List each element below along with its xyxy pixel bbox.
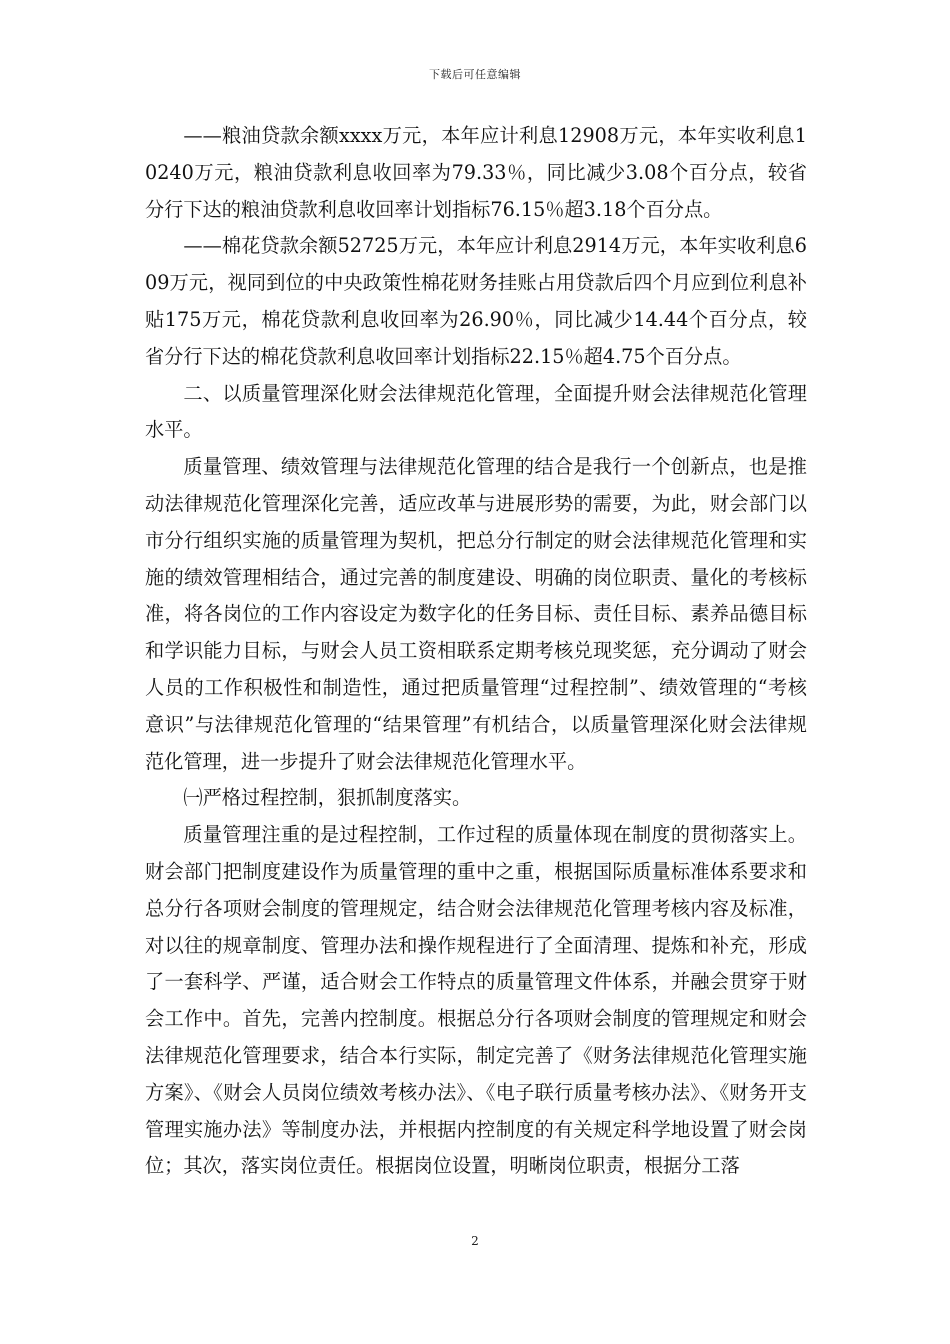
paragraph-cotton-loans: ——棉花贷款余额52725万元，本年应计利息2914万元，本年实收利息609万元，视同到位的中央政策性棉花财务挂账占用贷款后四个月应到位利息补贴175万元，棉花贷款利息收回率为26.90％，同比减少14.44个百分点，较省分行下达的棉花贷款利息收回率计划指标22.15％超4.75个百分点。 [145,234,807,368]
paragraph-grain-oil-loans: ——粮油贷款余额xxxx万元，本年应计利息12908万元，本年实收利息10240万元，粮油贷款利息收回率为79.33％，同比减少3.08个百分点，较省分行下达的粮油贷款利息收回率计划指标76.15％超3.18个百分点。 [145,124,807,221]
page-number: 2 [471,1234,479,1248]
page-header: 下载后可任意编辑 [429,68,521,81]
document-body [145,118,807,1185]
paragraph-process-control-details: 质量管理注重的是过程控制，工作过程的质量体现在制度的贯彻落实上。财会部门把制度建设作为质量管理的重中之重，根据国际质量标准体系要求和总分行各项财会制度的管理规定，结合财会法律规范化管理考核内容及标准，对以往的规章制度、管理办法和操作规程进行了全面清理、提炼和补充，形成了一套科学、严谨，适合财会工作特点的质量管理文件体系，并融会贯穿于财会工作中。首先，完善内控制度。根据总分行各项财会制度的管理规定和财会法律规范化管理要求，结合本行实际，制定完善了《财务法律规范化管理实施方案》、《财会人员岗位绩效考核办法》、《电子联行质量考核办法》、《财务开支管理实施办法》等制度办法，并根据内控制度的有关规定科学地设置了财会岗位；其次，落实岗位责任。根据岗位设置，明晰岗位职责，根据分工落 [145,823,807,1178]
paragraph-quality-performance-integration: 质量管理、绩效管理与法律规范化管理的结合是我行一个创新点，也是推动法律规范化管理深化完善，适应改革与进展形势的需要，为此，财会部门以市分行组织实施的质量管理为契机，把总分行制定的财会法律规范化管理和实施的绩效管理相结合，通过完善的制度建设、明确的岗位职责、量化的考核标准，将各岗位的工作内容设定为数字化的任务目标、责任目标、素养品德目标和学识能力目标，与财会人员工资相联系定期考核兑现奖惩，充分调动了财会人员的工作积极性和制造性，通过把质量管理“过程控制”、绩效管理的“考核意识”与法律规范化管理的“结果管理”有机结合，以质量管理深化财会法律规范化管理，进一步提升了财会法律规范化管理水平。 [145,455,807,773]
section-heading-quality-management: 二、以质量管理深化财会法律规范化管理，全面提升财会法律规范化管理水平。 [145,381,807,442]
subsection-heading-process-control: ㈠严格过程控制，狠抓制度落实。 [183,786,472,810]
